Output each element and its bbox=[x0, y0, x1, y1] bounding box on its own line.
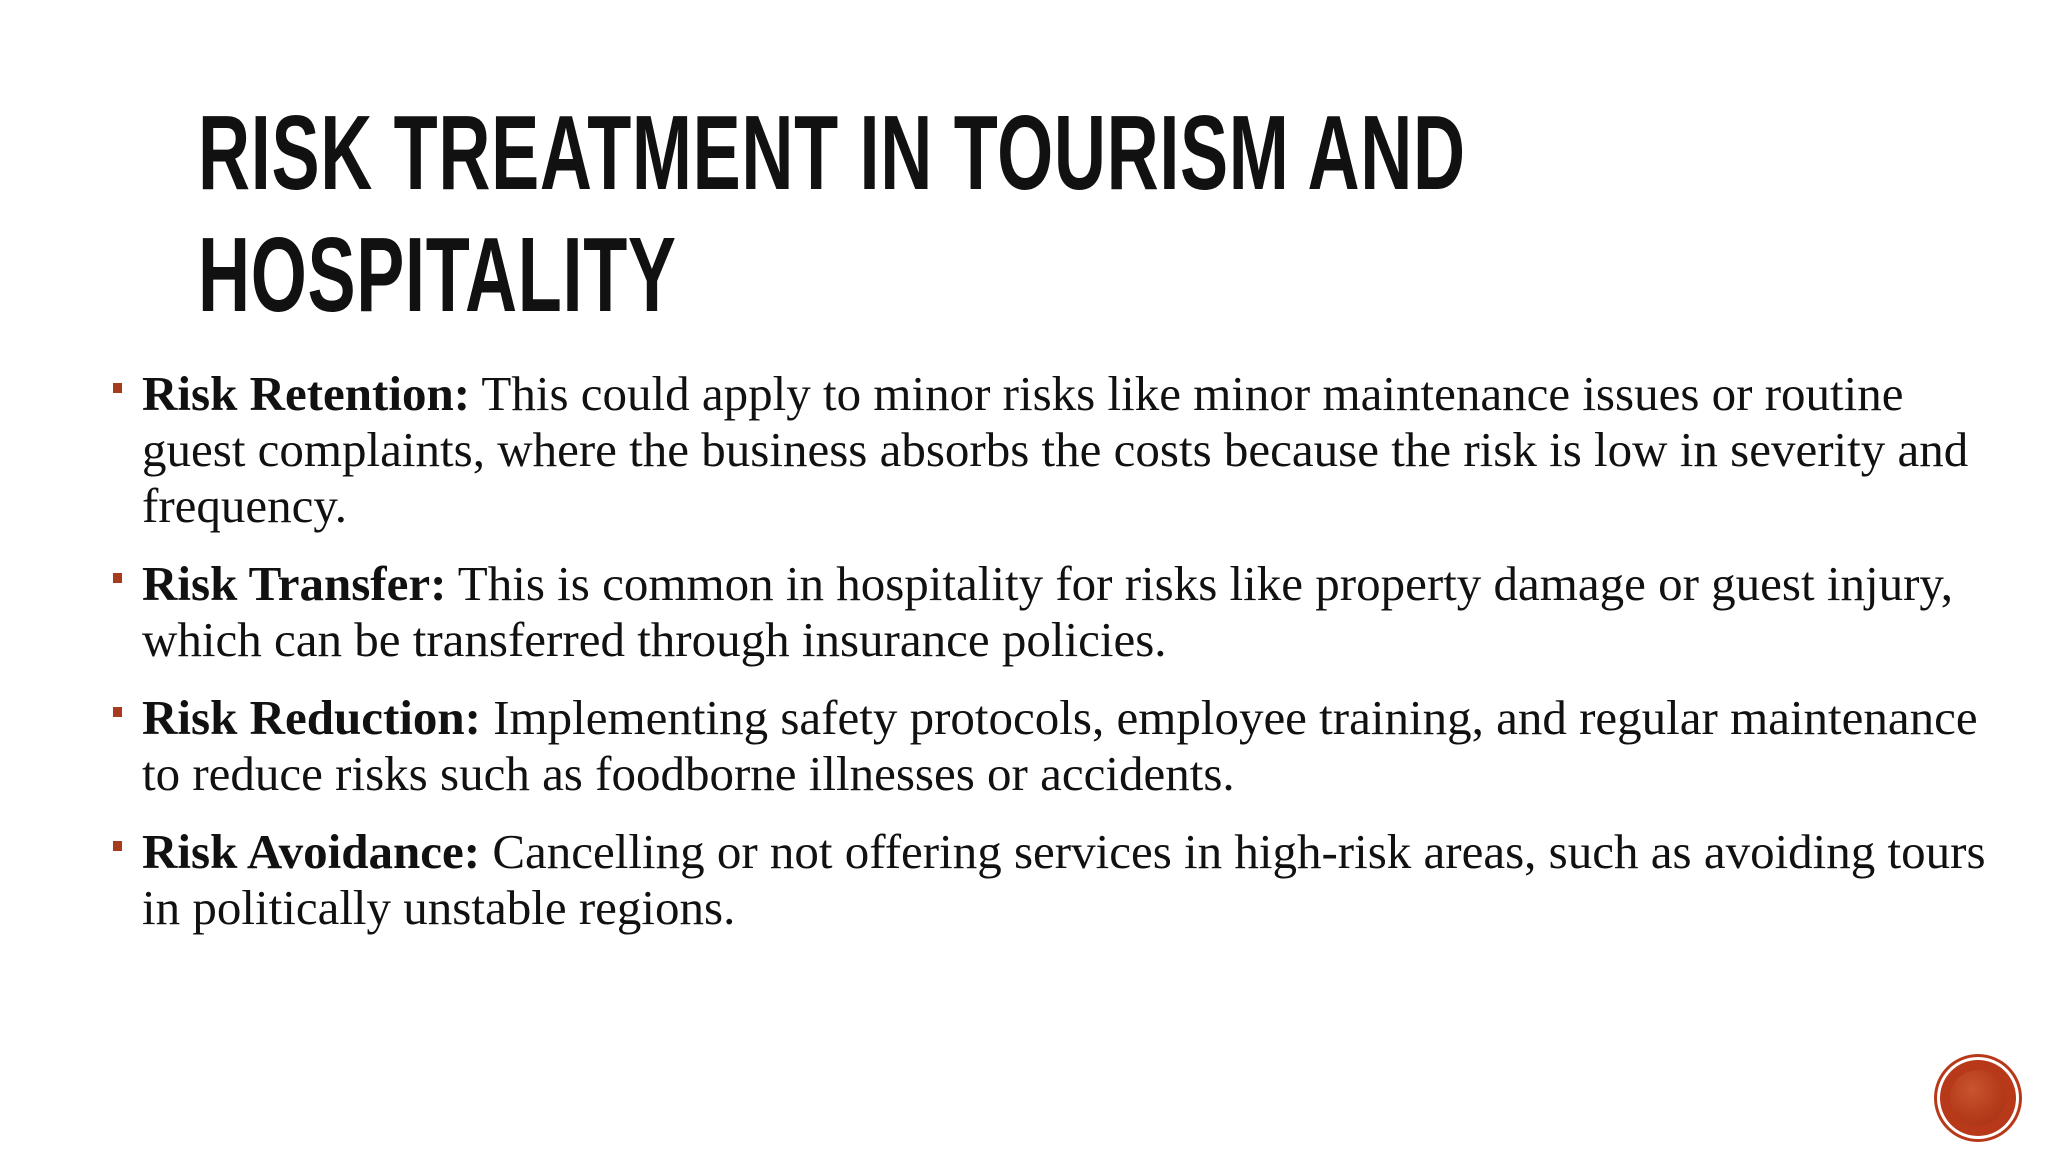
bullet-text: Cancelling or not offering services in high-risk areas, such as avoiding tours in politically unstable regions. bbox=[142, 824, 1986, 935]
bullet-item-risk-reduction bbox=[110, 690, 1990, 802]
bullet-text: This could apply to minor risks like minor maintenance issues or routine guest complaints, where the business absorbs the costs because the risk is low in severity and frequency. bbox=[142, 366, 1969, 533]
bullet-list bbox=[110, 366, 1990, 958]
bullet-item-risk-avoidance bbox=[110, 824, 1990, 936]
bullet-term: Risk Reduction: bbox=[142, 690, 481, 745]
square-bullet-icon bbox=[113, 841, 122, 851]
bullet-item-risk-retention bbox=[110, 366, 1990, 534]
circle-badge-fill bbox=[1950, 1070, 2006, 1126]
bullet-item-risk-transfer bbox=[110, 556, 1990, 668]
square-bullet-icon bbox=[113, 383, 122, 393]
bullet-term: Risk Transfer: bbox=[142, 556, 447, 611]
bullet-text: This is common in hospitality for risks like property damage or guest injury, which can be transferred through insurance policies. bbox=[142, 556, 1953, 667]
square-bullet-icon bbox=[113, 707, 122, 717]
bullet-text: Implementing safety protocols, employee training, and regular maintenance to reduce risks such as foodborne illnesses or accidents. bbox=[142, 690, 1978, 801]
bullet-term: Risk Avoidance: bbox=[142, 824, 481, 879]
circle-badge-icon bbox=[1940, 1060, 2016, 1136]
square-bullet-icon bbox=[113, 573, 122, 583]
slide-title: RISK TREATMENT IN TOURISM AND HOSPITALITY bbox=[198, 94, 1466, 334]
bullet-term: Risk Retention: bbox=[142, 366, 471, 421]
